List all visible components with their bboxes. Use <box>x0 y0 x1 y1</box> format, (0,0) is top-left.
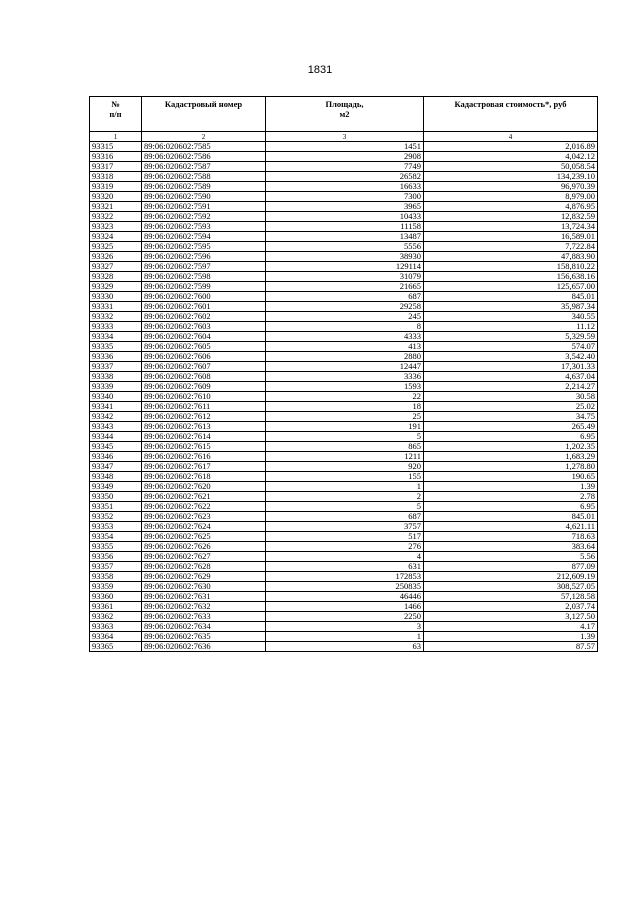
row-number: 93359 <box>90 582 142 592</box>
row-number: 93318 <box>90 172 142 182</box>
area-value: 4 <box>266 552 424 562</box>
table-row <box>90 312 598 322</box>
table-row <box>90 202 598 212</box>
area-value: 413 <box>266 342 424 352</box>
area-value: 1466 <box>266 602 424 612</box>
cadastral-number: 89:06:020602:7608 <box>142 372 266 382</box>
table-row <box>90 262 598 272</box>
area-value: 2880 <box>266 352 424 362</box>
area-value: 2908 <box>266 152 424 162</box>
table-row <box>90 222 598 232</box>
row-number: 93329 <box>90 282 142 292</box>
cadastral-cost-value: 5.56 <box>424 552 598 562</box>
table-row <box>90 582 598 592</box>
row-number: 93354 <box>90 532 142 542</box>
row-number: 93338 <box>90 372 142 382</box>
cadastral-cost-value: 13,724.34 <box>424 222 598 232</box>
table-row <box>90 532 598 542</box>
cadastral-number: 89:06:020602:7610 <box>142 392 266 402</box>
cadastral-number: 89:06:020602:7624 <box>142 522 266 532</box>
table-row <box>90 542 598 552</box>
area-value: 11158 <box>266 222 424 232</box>
cadastral-number: 89:06:020602:7628 <box>142 562 266 572</box>
cadastral-cost-value: 574.07 <box>424 342 598 352</box>
area-value: 245 <box>266 312 424 322</box>
area-value: 3965 <box>266 202 424 212</box>
cadastral-number: 89:06:020602:7590 <box>142 192 266 202</box>
table-row <box>90 252 598 262</box>
cadastral-cost-value: 212,609.19 <box>424 572 598 582</box>
cadastral-cost-value: 2,037.74 <box>424 602 598 612</box>
cadastral-cost-value: 4,621.11 <box>424 522 598 532</box>
area-value: 16633 <box>266 182 424 192</box>
cadastral-number: 89:06:020602:7597 <box>142 262 266 272</box>
area-value: 25 <box>266 412 424 422</box>
area-value: 191 <box>266 422 424 432</box>
row-number: 93337 <box>90 362 142 372</box>
cadastral-number: 89:06:020602:7618 <box>142 472 266 482</box>
table-row <box>90 522 598 532</box>
area-value: 129114 <box>266 262 424 272</box>
row-number: 93333 <box>90 322 142 332</box>
cadastral-cost-value: 308,527.05 <box>424 582 598 592</box>
row-number: 93336 <box>90 352 142 362</box>
column-number: 2 <box>142 132 266 142</box>
table-row <box>90 292 598 302</box>
row-number: 93332 <box>90 312 142 322</box>
header-number <box>90 97 142 132</box>
area-value: 172853 <box>266 572 424 582</box>
header-cadastral-cost-label: Кадастровая стоимость*, руб <box>454 99 567 109</box>
area-value: 631 <box>266 562 424 572</box>
area-value: 1 <box>266 482 424 492</box>
cadastral-number: 89:06:020602:7632 <box>142 602 266 612</box>
table-row <box>90 492 598 502</box>
area-value: 10433 <box>266 212 424 222</box>
area-value: 920 <box>266 462 424 472</box>
row-number: 93331 <box>90 302 142 312</box>
row-number: 93340 <box>90 392 142 402</box>
table-row <box>90 322 598 332</box>
cadastral-cost-value: 16,589.01 <box>424 232 598 242</box>
cadastral-cost-value: 17,301.33 <box>424 362 598 372</box>
row-number: 93362 <box>90 612 142 622</box>
table-row <box>90 642 598 652</box>
cadastral-cost-value: 30.58 <box>424 392 598 402</box>
row-number: 93361 <box>90 602 142 612</box>
table-row <box>90 162 598 172</box>
cadastral-number: 89:06:020602:7613 <box>142 422 266 432</box>
cadastral-number: 89:06:020602:7622 <box>142 502 266 512</box>
area-value: 7300 <box>266 192 424 202</box>
cadastral-number: 89:06:020602:7611 <box>142 402 266 412</box>
area-value: 5556 <box>266 242 424 252</box>
header-cadastral-number-label: Кадастровый номер <box>164 99 243 109</box>
area-value: 18 <box>266 402 424 412</box>
cadastral-cost-value: 845.01 <box>424 512 598 522</box>
column-number-row <box>90 132 598 142</box>
cadastral-number: 89:06:020602:7586 <box>142 152 266 162</box>
table-row <box>90 342 598 352</box>
area-value: 517 <box>266 532 424 542</box>
cadastral-number: 89:06:020602:7616 <box>142 452 266 462</box>
row-number: 93342 <box>90 412 142 422</box>
table-row <box>90 442 598 452</box>
cadastral-cost-value: 1,278.80 <box>424 462 598 472</box>
table-row <box>90 552 598 562</box>
area-value: 5 <box>266 432 424 442</box>
table-row <box>90 372 598 382</box>
table-row <box>90 302 598 312</box>
row-number: 93316 <box>90 152 142 162</box>
cadastral-number: 89:06:020602:7603 <box>142 322 266 332</box>
table-row <box>90 282 598 292</box>
table-row <box>90 212 598 222</box>
row-number: 93350 <box>90 492 142 502</box>
area-value: 2250 <box>266 612 424 622</box>
row-number: 93363 <box>90 622 142 632</box>
table-row <box>90 462 598 472</box>
area-value: 3757 <box>266 522 424 532</box>
cadastral-number: 89:06:020602:7625 <box>142 532 266 542</box>
table-row <box>90 332 598 342</box>
cadastral-cost-value: 2.78 <box>424 492 598 502</box>
table-row <box>90 152 598 162</box>
table-row <box>90 242 598 252</box>
area-value: 3 <box>266 622 424 632</box>
table-row <box>90 482 598 492</box>
cadastral-cost-value: 877.09 <box>424 562 598 572</box>
cadastral-cost-value: 4,637.04 <box>424 372 598 382</box>
cadastral-number: 89:06:020602:7635 <box>142 632 266 642</box>
row-number: 93327 <box>90 262 142 272</box>
cadastral-number: 89:06:020602:7612 <box>142 412 266 422</box>
cadastral-cost-value: 1.39 <box>424 632 598 642</box>
area-value: 29258 <box>266 302 424 312</box>
cadastral-number: 89:06:020602:7602 <box>142 312 266 322</box>
area-value: 1 <box>266 632 424 642</box>
cadastral-number: 89:06:020602:7594 <box>142 232 266 242</box>
cadastral-number: 89:06:020602:7623 <box>142 512 266 522</box>
table-row <box>90 352 598 362</box>
cadastral-cost-value: 3,127.50 <box>424 612 598 622</box>
cadastral-number: 89:06:020602:7634 <box>142 622 266 632</box>
cadastral-number: 89:06:020602:7627 <box>142 552 266 562</box>
cadastral-cost-value: 4,042.12 <box>424 152 598 162</box>
table-row <box>90 142 598 152</box>
area-value: 46446 <box>266 592 424 602</box>
cadastral-number: 89:06:020602:7599 <box>142 282 266 292</box>
cadastral-cost-value: 134,239.10 <box>424 172 598 182</box>
cadastral-cost-value: 25.02 <box>424 402 598 412</box>
table-row <box>90 422 598 432</box>
column-number: 3 <box>266 132 424 142</box>
row-number: 93347 <box>90 462 142 472</box>
column-number: 1 <box>90 132 142 142</box>
cadastral-cost-value: 12,832.59 <box>424 212 598 222</box>
row-number: 93358 <box>90 572 142 582</box>
row-number: 93356 <box>90 552 142 562</box>
table-row <box>90 432 598 442</box>
cadastral-cost-value: 1,202.35 <box>424 442 598 452</box>
area-value: 26582 <box>266 172 424 182</box>
cadastral-number: 89:06:020602:7631 <box>142 592 266 602</box>
cadastral-cost-value: 156,638.16 <box>424 272 598 282</box>
cadastral-number: 89:06:020602:7591 <box>142 202 266 212</box>
table-row <box>90 512 598 522</box>
row-number: 93321 <box>90 202 142 212</box>
table-header <box>90 97 598 142</box>
row-number: 93348 <box>90 472 142 482</box>
cadastral-number: 89:06:020602:7626 <box>142 542 266 552</box>
cadastral-number: 89:06:020602:7601 <box>142 302 266 312</box>
row-number: 93341 <box>90 402 142 412</box>
row-number: 93334 <box>90 332 142 342</box>
table-row <box>90 412 598 422</box>
cadastral-cost-value: 35,987.34 <box>424 302 598 312</box>
cadastral-cost-value: 383.64 <box>424 542 598 552</box>
cadastral-cost-value: 4.17 <box>424 622 598 632</box>
cadastral-number: 89:06:020602:7629 <box>142 572 266 582</box>
cadastral-number: 89:06:020602:7621 <box>142 492 266 502</box>
row-number: 93353 <box>90 522 142 532</box>
cadastral-cost-value: 2,214.27 <box>424 382 598 392</box>
area-value: 7749 <box>266 162 424 172</box>
table-row <box>90 232 598 242</box>
row-number: 93360 <box>90 592 142 602</box>
header-cadastral-cost <box>424 97 598 132</box>
cadastral-table <box>89 96 598 652</box>
row-number: 93320 <box>90 192 142 202</box>
cadastral-number: 89:06:020602:7588 <box>142 172 266 182</box>
row-number: 93319 <box>90 182 142 192</box>
row-number: 93330 <box>90 292 142 302</box>
area-value: 12447 <box>266 362 424 372</box>
cadastral-cost-value: 1.39 <box>424 482 598 492</box>
row-number: 93326 <box>90 252 142 262</box>
row-number: 93315 <box>90 142 142 152</box>
header-row <box>90 97 598 132</box>
table-row <box>90 182 598 192</box>
cadastral-cost-value: 2,016.89 <box>424 142 598 152</box>
table-row <box>90 612 598 622</box>
table-row <box>90 622 598 632</box>
area-value: 1593 <box>266 382 424 392</box>
area-value: 687 <box>266 512 424 522</box>
area-value: 1451 <box>266 142 424 152</box>
table-row <box>90 192 598 202</box>
row-number: 93352 <box>90 512 142 522</box>
row-number: 93355 <box>90 542 142 552</box>
cadastral-number: 89:06:020602:7604 <box>142 332 266 342</box>
area-value: 63 <box>266 642 424 652</box>
table-body <box>90 142 598 652</box>
cadastral-cost-value: 34.75 <box>424 412 598 422</box>
table-row <box>90 502 598 512</box>
table-row <box>90 592 598 602</box>
cadastral-number: 89:06:020602:7596 <box>142 252 266 262</box>
cadastral-cost-value: 845.01 <box>424 292 598 302</box>
row-number: 93325 <box>90 242 142 252</box>
cadastral-cost-value: 57,128.58 <box>424 592 598 602</box>
cadastral-cost-value: 1,683.29 <box>424 452 598 462</box>
cadastral-cost-value: 96,970.39 <box>424 182 598 192</box>
cadastral-cost-value: 5,329.59 <box>424 332 598 342</box>
page-number: 1831 <box>307 64 333 76</box>
cadastral-cost-value: 11.12 <box>424 322 598 332</box>
area-value: 22 <box>266 392 424 402</box>
cadastral-number: 89:06:020602:7615 <box>142 442 266 452</box>
cadastral-cost-value: 125,657.00 <box>424 282 598 292</box>
table-row <box>90 272 598 282</box>
row-number: 93324 <box>90 232 142 242</box>
area-value: 13487 <box>266 232 424 242</box>
area-value: 155 <box>266 472 424 482</box>
area-value: 865 <box>266 442 424 452</box>
cadastral-number: 89:06:020602:7636 <box>142 642 266 652</box>
cadastral-cost-value: 3,542.40 <box>424 352 598 362</box>
area-value: 2 <box>266 492 424 502</box>
cadastral-number: 89:06:020602:7630 <box>142 582 266 592</box>
table-row <box>90 632 598 642</box>
cadastral-cost-value: 190.65 <box>424 472 598 482</box>
row-number: 93323 <box>90 222 142 232</box>
row-number: 93349 <box>90 482 142 492</box>
table-row <box>90 562 598 572</box>
table-row <box>90 382 598 392</box>
area-value: 4333 <box>266 332 424 342</box>
header-area <box>266 97 424 132</box>
area-value: 31079 <box>266 272 424 282</box>
row-number: 93335 <box>90 342 142 352</box>
area-value: 8 <box>266 322 424 332</box>
area-value: 1211 <box>266 452 424 462</box>
row-number: 93346 <box>90 452 142 462</box>
row-number: 93328 <box>90 272 142 282</box>
cadastral-number: 89:06:020602:7595 <box>142 242 266 252</box>
cadastral-number: 89:06:020602:7606 <box>142 352 266 362</box>
area-value: 687 <box>266 292 424 302</box>
cadastral-cost-value: 8,979.00 <box>424 192 598 202</box>
cadastral-number: 89:06:020602:7617 <box>142 462 266 472</box>
cadastral-cost-value: 47,883.90 <box>424 252 598 262</box>
cadastral-number: 89:06:020602:7598 <box>142 272 266 282</box>
cadastral-number: 89:06:020602:7585 <box>142 142 266 152</box>
row-number: 93357 <box>90 562 142 572</box>
row-number: 93364 <box>90 632 142 642</box>
column-number: 4 <box>424 132 598 142</box>
cadastral-number: 89:06:020602:7609 <box>142 382 266 392</box>
cadastral-cost-value: 4,876.95 <box>424 202 598 212</box>
table-row <box>90 602 598 612</box>
row-number: 93344 <box>90 432 142 442</box>
cadastral-cost-value: 340.55 <box>424 312 598 322</box>
area-value: 21665 <box>266 282 424 292</box>
row-number: 93365 <box>90 642 142 652</box>
cadastral-cost-value: 158,810.22 <box>424 262 598 272</box>
cadastral-number: 89:06:020602:7620 <box>142 482 266 492</box>
table-row <box>90 572 598 582</box>
cadastral-cost-value: 718.63 <box>424 532 598 542</box>
area-value: 38930 <box>266 252 424 262</box>
header-cadastral-number <box>142 97 266 132</box>
area-value: 250835 <box>266 582 424 592</box>
row-number: 93317 <box>90 162 142 172</box>
header-number-label: № п/п <box>109 99 122 119</box>
table-row <box>90 402 598 412</box>
cadastral-cost-value: 265.49 <box>424 422 598 432</box>
area-value: 3336 <box>266 372 424 382</box>
row-number: 93351 <box>90 502 142 512</box>
row-number: 93345 <box>90 442 142 452</box>
cadastral-cost-value: 87.57 <box>424 642 598 652</box>
table-row <box>90 362 598 372</box>
table-row <box>90 452 598 462</box>
table-row <box>90 392 598 402</box>
header-area-label: Площадь, м2 <box>325 99 364 119</box>
row-number: 93322 <box>90 212 142 222</box>
cadastral-number: 89:06:020602:7633 <box>142 612 266 622</box>
area-value: 276 <box>266 542 424 552</box>
area-value: 5 <box>266 502 424 512</box>
table-row <box>90 172 598 182</box>
cadastral-number: 89:06:020602:7600 <box>142 292 266 302</box>
cadastral-number: 89:06:020602:7592 <box>142 212 266 222</box>
cadastral-number: 89:06:020602:7589 <box>142 182 266 192</box>
row-number: 93339 <box>90 382 142 392</box>
cadastral-number: 89:06:020602:7605 <box>142 342 266 352</box>
cadastral-cost-value: 7,722.84 <box>424 242 598 252</box>
cadastral-number: 89:06:020602:7587 <box>142 162 266 172</box>
cadastral-cost-value: 6.95 <box>424 432 598 442</box>
table-row <box>90 472 598 482</box>
row-number: 93343 <box>90 422 142 432</box>
cadastral-number: 89:06:020602:7593 <box>142 222 266 232</box>
cadastral-number: 89:06:020602:7607 <box>142 362 266 372</box>
cadastral-number: 89:06:020602:7614 <box>142 432 266 442</box>
cadastral-cost-value: 6.95 <box>424 502 598 512</box>
cadastral-cost-value: 50,058.54 <box>424 162 598 172</box>
